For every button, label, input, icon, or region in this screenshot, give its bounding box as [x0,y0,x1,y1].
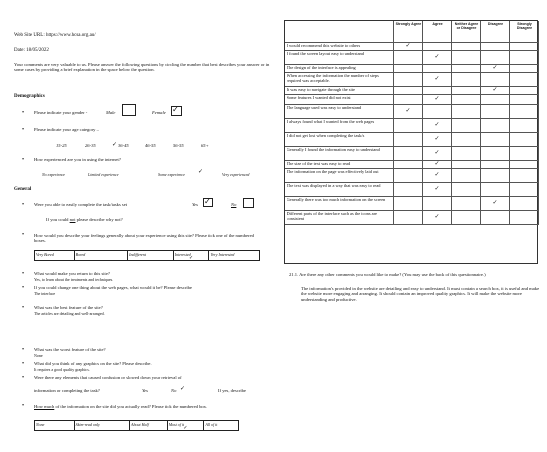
survey-date: Date: 18/05/2022 [14,48,49,53]
table-rating-cell[interactable] [481,87,510,95]
table-row-statement: Some features I wanted did not exist [286,96,351,100]
read-amount-option[interactable]: About Half [130,421,168,430]
task-no-label: No [231,202,237,207]
table-rating-cell[interactable] [423,43,452,51]
table-row-statement: Generally there was too much information on the screen [286,198,386,202]
check-icon: ✓ [434,75,440,82]
table-row-statement: The language used was easy to understand [286,106,362,110]
table-row-statement: Different parts of the interface such as the icons are consistent [286,212,377,221]
bullet-icon: • [22,202,25,208]
graphics-question: What did you think of any graphics on the site? Please describe. [34,361,152,366]
table-rating-cell[interactable] [394,169,423,183]
bullet-icon: • [22,347,25,353]
table-rating-cell[interactable] [394,161,423,169]
age-option-5[interactable]: 56-55 [173,143,184,148]
table-row-statement: Generally I found the information easy to understand [286,148,380,152]
table-header-cell [452,21,481,43]
table-rating-cell[interactable] [481,51,510,65]
table-rating-cell[interactable] [394,51,423,65]
table-rating-cell[interactable] [423,95,452,105]
feelings-option[interactable]: Indifferent [128,251,174,260]
table-rating-cell[interactable] [423,147,452,161]
task-yes-label: Yes [192,202,198,207]
table-rating-cell[interactable] [510,147,539,161]
confusion-check-icon: ✓ [180,385,186,392]
experience-question: How experienced are you in using the internet? [34,157,121,162]
table-rating-cell[interactable] [452,147,481,161]
confusion-question: Were there any elements that caused confusion or slowed down your retrieval of [34,375,182,380]
table-header-cell [481,21,510,43]
table-row [285,43,394,51]
table-rating-cell[interactable] [423,51,452,65]
table-rating-cell[interactable] [510,43,539,51]
feelings-option[interactable]: Very Interested [210,251,235,257]
table-rating-cell[interactable] [481,211,510,225]
check-icon: ✓ [492,199,498,206]
task-no-checkbox[interactable] [243,198,254,208]
table-row [285,105,394,119]
table-rating-cell[interactable] [452,133,481,147]
table-row [285,51,394,65]
experience-option-4[interactable]: Very experienced [222,172,250,177]
table-rating-cell[interactable] [423,211,452,225]
table-header-label: Agree [432,22,443,26]
table-header-label: Strongly Disagree [516,22,533,30]
gender-male-checkbox[interactable] [122,104,136,116]
table-rating-cell[interactable] [394,119,423,133]
bullet-icon: • [22,375,25,381]
website-url: Web Site URL: https://www.hcsa.org.au/ [14,33,96,38]
table-rating-cell[interactable] [394,105,423,119]
table-rating-cell[interactable] [394,43,423,51]
table-rating-cell[interactable] [510,73,539,87]
experience-option-1[interactable]: No experience [42,172,65,177]
table-rating-cell[interactable] [394,65,423,73]
survey-page-right [284,20,542,265]
bullet-icon: • [22,232,25,238]
table-rating-cell[interactable] [481,43,510,51]
feelings-question: How would you describe your feelings generally about your experience using this site? Please tick one of the numbered boxes. [34,233,254,244]
table-rating-cell[interactable] [510,65,539,73]
feelings-check-icon: ✓ [189,255,194,261]
check-icon: ✓ [434,53,440,60]
worst-feature-question: What was the worst feature of the site? [34,347,106,352]
best-feature-question: What was the best feature of the site? [34,305,103,310]
task-question: Were you able to easily complete the task/tasks set [34,202,128,207]
check-icon: ✓ [434,95,440,102]
read-amount-question: How much of the information on the site did you actually read? Please tick the numbered box. [34,404,208,409]
feelings-option[interactable]: Interested ✓ [174,251,210,260]
table-header-label: Disagree [487,22,504,26]
read-amount-check-icon: ✓ [183,425,188,431]
check-icon: ✓ [405,42,411,49]
age-option-1[interactable]: 15-25 [56,143,67,148]
check-icon: ✓ [492,64,498,71]
table-rating-cell[interactable] [452,183,481,197]
table-rating-cell[interactable] [510,133,539,147]
check-icon: ✓ [434,135,440,142]
experience-option-2[interactable]: Limited experience [88,172,119,177]
read-amount-option[interactable]: Most of it ✓ [168,421,205,430]
table-rating-cell[interactable] [481,73,510,87]
table-rating-cell[interactable] [452,211,481,225]
age-check-icon: ✓ [112,141,118,148]
demographics-heading: Demographics [14,94,45,99]
table-rating-cell[interactable] [481,133,510,147]
table-rating-cell[interactable] [481,197,510,211]
age-question: Please indicate your age category – [34,127,99,132]
bullet-icon: • [22,157,25,163]
return-answer: Yes, to learn about the treatments and techniques. [34,277,114,282]
bullet-icon: • [22,110,25,116]
experience-option-3[interactable]: Some experience [158,172,185,177]
table-rating-cell[interactable] [481,65,510,73]
table-row-statement: When accessing the information the number of steps required was acceptable. [286,74,379,83]
confusion-describe: If yes, describe [218,388,246,393]
change-answer: The interface [34,291,56,296]
table-rating-cell[interactable] [394,133,423,147]
table-rating-cell[interactable] [423,119,452,133]
table-row-statement: I always found what I wanted from the web pages [286,120,375,124]
table-rating-cell[interactable] [394,73,423,87]
table-row-statement: The text was displayed in a way that was easy to read [286,184,381,188]
table-row-statement: The information on the page was effectively laid out [286,170,379,174]
survey-page-left [8,20,278,330]
table-row-statement: The design of the interface is appealing [286,66,356,70]
table-rating-cell[interactable] [481,119,510,133]
experience-check-icon: ✓ [198,168,204,175]
table-row [285,73,394,87]
table-rating-cell[interactable] [394,87,423,95]
check-icon: ✓ [434,121,440,128]
check-icon: ✓ [434,171,440,178]
table-rating-cell[interactable] [452,119,481,133]
table-rating-cell[interactable] [481,147,510,161]
table-rating-cell[interactable] [510,183,539,197]
gender-male-label: Male [106,110,116,115]
bullet-icon: • [22,305,25,311]
read-amount-option[interactable]: Skim-read only [75,421,130,430]
table-header-label: Strongly Agree [395,22,422,26]
task-check-icon: ✓ [204,197,211,206]
bullet-icon: • [22,271,25,277]
feelings-option[interactable]: Bored [75,251,129,260]
table-rating-cell[interactable] [452,43,481,51]
table-rating-cell[interactable] [452,105,481,119]
table-rating-cell[interactable] [452,87,481,95]
table-header-label: Neither Agree or Disagree [454,22,479,30]
table-rating-cell[interactable] [423,183,452,197]
table-rating-cell[interactable] [481,105,510,119]
survey-page-bottom [8,340,278,448]
confusion-no-label[interactable]: No [171,388,177,393]
table-rating-cell[interactable] [481,183,510,197]
table-rating-cell[interactable] [394,147,423,161]
table-row [285,147,394,161]
bullet-icon: • [22,361,25,367]
read-amount-option[interactable]: All of it [205,421,218,427]
table-row [285,169,394,183]
read-amount-strip [34,420,239,431]
table-rating-cell[interactable] [423,133,452,147]
table-row [285,87,394,95]
intro-text: Your comments are very valuable to us. Please answer the following questions by circling the number that best describes your answer or in some cases by providing a brief explanation in the space below the question. [14,62,270,73]
table-rating-cell[interactable] [481,161,510,169]
table-rating-cell[interactable] [423,161,452,169]
table-rating-cell[interactable] [510,169,539,183]
check-icon: ✓ [405,107,411,114]
table-row [285,211,394,225]
table-rating-cell[interactable] [510,197,539,211]
table-rating-cell[interactable] [510,105,539,119]
table-rating-cell[interactable] [452,161,481,169]
table-row [285,119,394,133]
check-icon: ✓ [434,149,440,156]
table-rating-cell[interactable] [423,73,452,87]
confusion-question-cont: information or completing the task? [34,388,100,393]
table-rating-cell[interactable] [452,169,481,183]
table-row [285,161,394,169]
age-option-6[interactable]: 65+ [201,143,209,148]
best-feature-answer: The articles are detailing and well-arranged. [34,311,105,316]
bullet-icon: • [22,127,25,133]
table-rating-cell[interactable] [510,211,539,225]
table-row-statement: It was easy to navigate through the site [286,88,355,92]
table-row [285,197,394,211]
table-header-cell [510,21,539,43]
feelings-option[interactable]: Very Bored [35,251,75,260]
feelings-rating-strip [34,250,260,261]
table-rating-cell[interactable] [481,95,510,105]
table-rating-cell[interactable] [423,105,452,119]
table-rating-cell[interactable] [394,211,423,225]
table-row-statement: The size of the text was easy to read [286,162,351,166]
confusion-yes-label[interactable]: Yes [142,388,148,393]
table-rating-cell[interactable] [481,169,510,183]
bullet-icon: • [22,403,25,409]
return-question: What would make you return to this site? [34,271,110,276]
worst-feature-answer: None [34,353,43,358]
check-icon: ✓ [434,160,440,167]
table-rating-cell[interactable] [423,65,452,73]
table-rating-cell[interactable] [423,197,452,211]
age-option-3[interactable]: 36-45 [118,143,129,148]
table-header-cell [394,21,423,43]
table-rating-cell[interactable] [452,95,481,105]
table-rating-cell[interactable] [510,119,539,133]
table-header-blank [285,21,394,43]
gender-question: Please indicate your gender - [34,110,88,115]
bullet-icon: • [22,285,25,291]
table-rating-cell[interactable] [510,51,539,65]
table-row-statement: I found the screen layout easy to understand [286,52,364,56]
table-rating-cell[interactable] [423,169,452,183]
table-header-cell [423,21,452,43]
table-row [285,183,394,197]
comments-answer: The information's provided in the website are detailing and easy to understand. It must contain a search box, it is useful and make the website more engaging and arranging. It should contain an improved quality graphics. It will make the website more understanding and productive. [301,286,540,302]
gender-female-label: Female [152,110,166,115]
table-row [285,95,394,105]
table-rating-cell[interactable] [510,161,539,169]
age-option-4[interactable]: 46-55 [145,143,156,148]
table-rating-cell[interactable] [510,95,539,105]
check-icon: ✓ [434,185,440,192]
read-amount-option[interactable]: None [35,421,75,430]
check-icon: ✓ [492,86,498,93]
gender-check-icon: ✓ [172,105,179,114]
task-followup: If you could not please describe why not? [46,217,123,222]
rating-table [284,20,538,264]
age-option-2[interactable]: 26-35 [85,143,96,148]
table-rating-cell[interactable] [452,73,481,87]
table-row-statement: I would recommend this website to others [286,44,361,48]
table-row [285,133,394,147]
table-row [285,65,394,73]
table-rating-cell[interactable] [452,51,481,65]
table-rating-cell[interactable] [452,197,481,211]
graphics-answer: It requires a good quality graphics. [34,367,90,372]
table-rating-cell[interactable] [394,95,423,105]
table-row-statement: I did not get lost when completing the task/s [286,134,365,138]
change-question: If you could change one thing about the web pages, what would it be? Please describe [34,285,192,290]
table-rating-cell[interactable] [394,197,423,211]
general-heading: General [14,187,32,192]
table-rating-cell[interactable] [510,87,539,95]
table-rating-cell[interactable] [452,65,481,73]
table-rating-cell[interactable] [423,87,452,95]
comments-question: 21.1. Are there any other comments you would like to make? (You may use the back of this questionnaire.) [289,272,486,277]
table-rating-cell[interactable] [394,183,423,197]
check-icon: ✓ [434,213,440,220]
